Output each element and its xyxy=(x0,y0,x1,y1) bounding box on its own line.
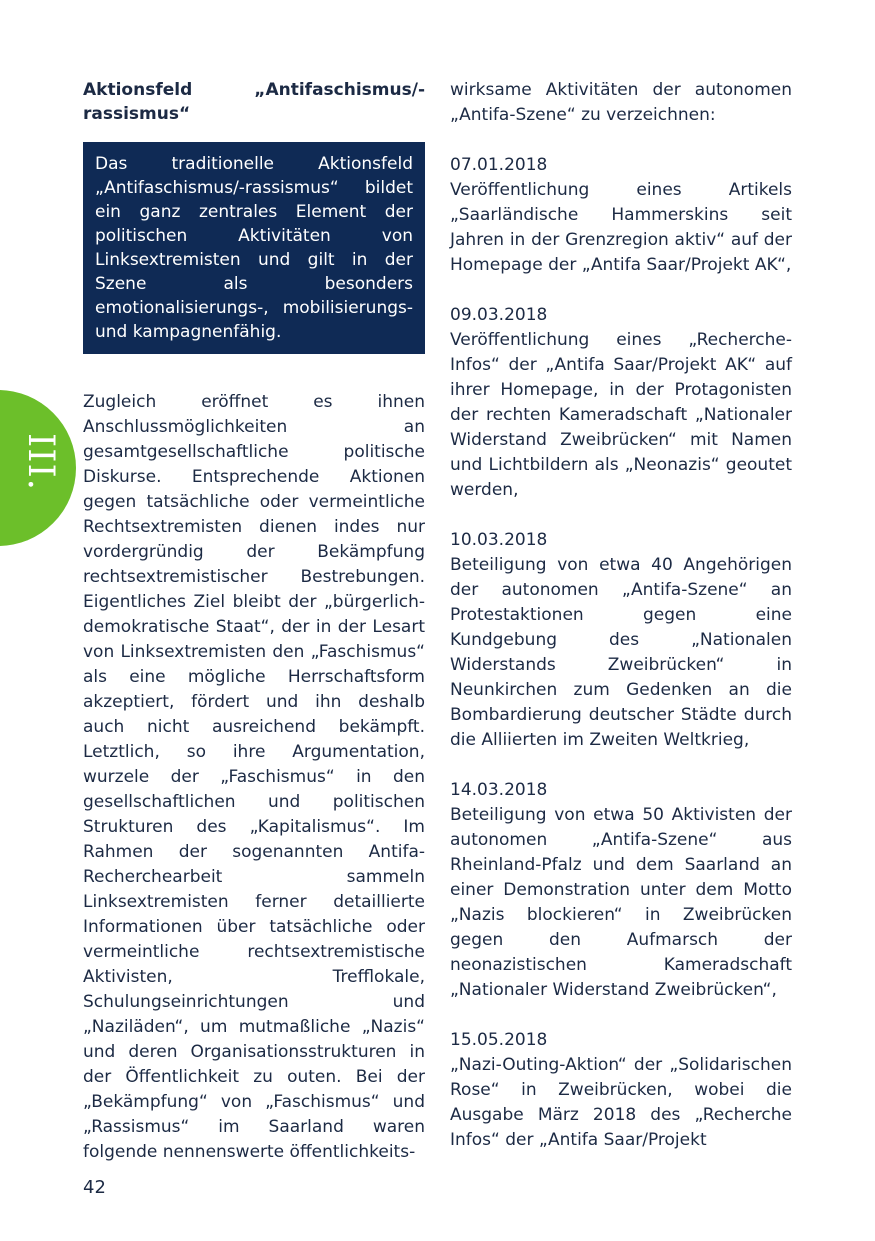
entry-text: Beteiligung von etwa 50 Aktivisten der autonomen „Antifa-Szene“ aus Rheinland-Pfalz und dem Saarland an einer Demonstration unter dem Motto „Nazis blockieren“ in Zweibrücken gegen den Aufmarsch der neonazistischen Kameradschaft „Nationaler Widerstand Zweibrücken“, xyxy=(450,805,792,1000)
chronology-entry xyxy=(450,778,792,1003)
entry-text: „Nazi-Outing-Aktion“ der „Solidarischen Rose“ in Zweibrücken, wobei die Ausgabe März 2018 des „Recherche Infos“ der „Antifa Saar/Projekt xyxy=(450,1055,792,1150)
body-paragraph: Zugleich eröffnet es ihnen Anschlussmöglichkeiten an gesamtgesellschaftliche politische Diskurse. Entsprechende Aktionen gegen tatsächliche oder vermeintliche Rechtsextremisten dienen indes nur vordergründig der Bekämpfung rechtsextremistischer Bestrebungen. Eigentliches Ziel bleibt der „bürgerlich-demokratische Staat“, der in der Lesart von Linksextremisten den „Faschismus“ als eine mögliche Herrschaftsform akzeptiert, fördert und ihn deshalb auch nicht ausreichend bekämpft. Letztlich, so ihre Argumentation, wurzele der „Faschismus“ in den gesellschaftlichen und politischen Strukturen des „Kapitalismus“. Im Rahmen der sogenannten Antifa-Recherchearbeit sammeln Linksextremisten ferner detaillierte Informationen über tatsächliche oder vermeintliche rechtsextremistische Aktivisten, Trefflokale, Schulungseinrichtungen und „Naziläden“, um mutmaßliche „Nazis“ und deren Organisationsstrukturen in der Öffentlichkeit zu outen. Bei der „Bekämpfung“ von „Faschismus“ und „Rassismus“ im Saarland waren folgende nennenswerte öffentlichkeits- xyxy=(83,392,425,1162)
chronology-entry xyxy=(450,1028,792,1153)
entry-date: 09.03.2018 xyxy=(450,305,548,325)
intro-paragraph: wirksame Aktivitäten der autonomen „Antifa-Szene“ zu verzeichnen: xyxy=(450,80,792,125)
chronology-entry xyxy=(450,303,792,503)
entry-text: Beteiligung von etwa 40 Angehörigen der autonomen „Antifa-Szene“ an Protestaktionen gegen eine Kundgebung des „Nationalen Widerstands Zweibrücken“ in Neunkirchen zum Gedenken an die Bombardierung deutscher Städte durch die Alliierten im Zweiten Weltkrieg, xyxy=(450,555,792,750)
page-number: 42 xyxy=(83,1177,106,1198)
entry-text: Veröffentlichung eines „Recherche-Infos“ der „Antifa Saar/Projekt AK“ auf ihrer Homepage, in der Protagonisten der rechten Kameradschaft „Nationaler Widerstand Zweibrücken“ mit Namen und Lichtbildern als „Neonazis“ geoutet werden, xyxy=(450,330,792,500)
entry-date: 14.03.2018 xyxy=(450,780,548,800)
entry-date: 15.05.2018 xyxy=(450,1030,548,1050)
section-heading: Aktionsfeld „Antifaschismus/-rassismus“ xyxy=(83,80,425,124)
entry-date: 10.03.2018 xyxy=(450,530,548,550)
info-box: Das traditionelle Aktionsfeld „Antifaschismus/-rassismus“ bildet ein ganz zentrales Element der politischen Aktivitäten von Linksextremisten und gilt in der Szene als besonders emotionalisierungs-, mobilisierungs- und kampagnenfähig. xyxy=(83,142,425,354)
entry-text: Veröffentlichung eines Artikels „Saarländische Hammerskins seit Jahren in der Grenzregion aktiv“ auf der Homepage der „Antifa Saar/Projekt AK“, xyxy=(450,180,792,275)
entry-date: 07.01.2018 xyxy=(450,155,548,175)
left-column xyxy=(83,78,425,1165)
chronology-entry xyxy=(450,528,792,753)
chronology-entry xyxy=(450,153,792,278)
right-column xyxy=(450,78,792,1178)
chapter-label: III. xyxy=(20,433,61,492)
